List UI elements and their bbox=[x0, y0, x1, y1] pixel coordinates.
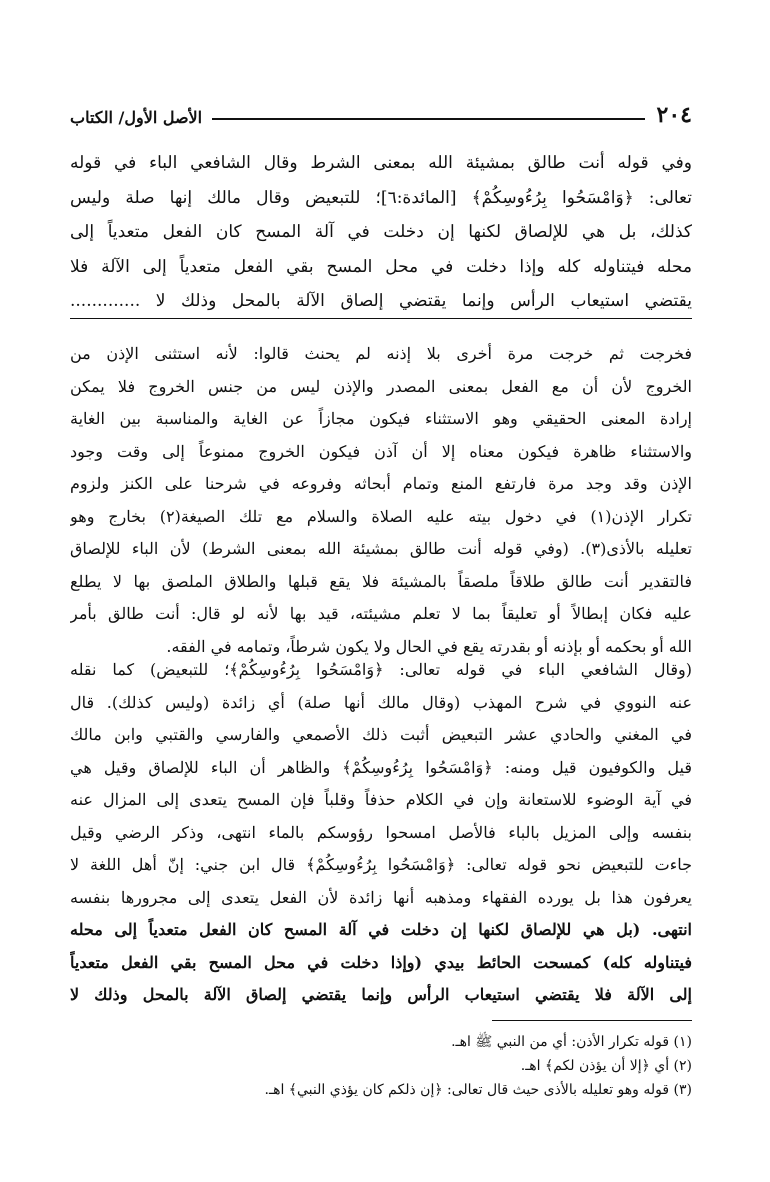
running-header bbox=[70, 96, 692, 126]
footnote-separator bbox=[492, 1020, 692, 1021]
commentary-line: الخروج لأن أن مع الفعل بمعنى المصدر والإذن ليس من جنس الخروج فلا يمكن bbox=[70, 376, 692, 396]
commentary-line: جاءت للتبعيض نحو قوله تعالى: ﴿وَامْسَحُوا بِرُءُوسِكُمْ﴾ قال ابن جني: إنّ أهل اللغة لا bbox=[70, 855, 692, 874]
commentary-line: فالتقدير أنت طالق طلاقاً ملصقاً بالمشيئة فلا يقع قبلها والطلاق الملصق بها لا يطلع bbox=[70, 571, 692, 591]
commentary-line: تكرار الإذن(١) في دخول بيته عليه الصلاة والسلام مع تلك الصيغة(٢) بخارج وهو bbox=[70, 506, 692, 526]
commentary-line: يعرفون هذا بل يورده الفقهاء ومذهبه أنها زائدة لأن الفعل يتعدى إلى مجرورها بنفسه bbox=[70, 887, 692, 907]
footnote-2: (٢) أي ﴿إلا أن يؤذن لكم﴾ اهـ. bbox=[520, 1058, 692, 1074]
matn-line: كذلك، بل هي للإلصاق لكنها إن دخلت في آلة المسح كان الفعل متعدياً إلى bbox=[70, 222, 692, 242]
matn-separator bbox=[70, 318, 692, 319]
header-rule bbox=[212, 118, 644, 120]
commentary-line: والاستثناء ظاهرة فيكون معناه إلا أن آذن فيكون الخروج ممنوعاً إلى وقت وجود bbox=[70, 441, 692, 461]
commentary-line: انتهى. (بل هي للإلصاق لكنها إن دخلت في آلة المسح كان الفعل متعدياً إلى محله bbox=[70, 920, 692, 939]
matn-text bbox=[70, 146, 692, 319]
running-title: الأصل الأول/ الكتاب bbox=[70, 108, 203, 127]
commentary-line: الإذن وقد وجد مرة فارتفع المنع وتمام أبحاثه وفروعه في شرحنا على الكنز ولزوم bbox=[70, 474, 692, 493]
footnote-1: (١) قوله تكرار الأذن: أي من النبي ﷺ اهـ. bbox=[451, 1034, 692, 1050]
commentary-line: عليه فكان إبطالاً أو تعليقاً بما لا تعلم مشيئته، قيد بها لأنه لو قال: أنت طالق بأمر bbox=[70, 604, 692, 623]
matn-line: تعالى: ﴿وَامْسَحُوا بِرُءُوسِكُمْ﴾ [المائدة:٦]؛ للتبعيض وقال مالك إنها صلة وليس bbox=[70, 187, 692, 208]
commentary-line: إلى الآلة فلا يقتضي استيعاب الرأس وإنما يقتضي إلصاق الآلة بالمحل وذلك لا bbox=[70, 985, 692, 1004]
footnote-3: (٣) قوله وهو تعليله بالأذى حيث قال تعالى: ﴿إن ذلكم كان يؤذي النبي﴾ اهـ. bbox=[264, 1082, 692, 1098]
page-number: ٢٠٤ bbox=[656, 102, 692, 128]
commentary-block-1 bbox=[70, 338, 692, 663]
commentary-block-2 bbox=[70, 654, 692, 1012]
commentary-line: فيتناوله كله) كمسحت الحائط بيدي (وإذا دخلت في محل المسح بقي الفعل متعدياً bbox=[70, 952, 692, 972]
commentary-line: في المغني والحادي عشر التبعيض أثبت ذلك الأصمعي والفارسي والقتبي وابن مالك bbox=[70, 725, 692, 744]
commentary-line: عنه النووي في شرح المهذب (وقال مالك أنها صلة) أي زائدة (وليس كذلك). قال bbox=[70, 692, 692, 712]
commentary-line: في آية الوضوء للاستعانة وإن في الكلام حذفاً وقلباً فإن المسح يتعدى إلى المزال عنه bbox=[70, 790, 692, 809]
commentary-line: فخرجت ثم خرجت مرة أخرى بلا إذنه لم يحنث قالوا: لأنه استثنى الإذن من bbox=[70, 344, 692, 363]
commentary-line: الله أو بحكمه أو بإذنه أو بقدرته يقع في الحال ولا يكون شرطاً، وتمامه في الفقه. bbox=[166, 636, 692, 656]
commentary-line: إرادة المعنى الحقيقي وهو الاستثناء فيكون مجازاً عن الغاية والمناسبة بين الغاية bbox=[70, 409, 692, 428]
matn-line: يقتضي استيعاب الرأس وإنما يقتضي إلصاق الآلة بالمحل وذلك لا ............. bbox=[70, 291, 692, 311]
commentary-line: بنفسه وإلى المزيل بالباء فالأصل امسحوا رؤوسكم بالماء انتهى، وذكر الرضي وقيل bbox=[70, 822, 692, 842]
commentary-line: تعليله بالأذى(٣). (وفي قوله أنت طالق بمشيئة الله بمعنى الشرط) لأن الباء للإلصاق bbox=[70, 539, 692, 558]
matn-line: وفي قوله أنت طالق بمشيئة الله بمعنى الشرط وقال الشافعي الباء في قوله bbox=[70, 153, 692, 173]
matn-line: محله فيتناوله كله وإذا دخلت في محل المسح بقي الفعل متعدياً إلى الآلة فلا bbox=[70, 256, 692, 277]
commentary-line: قيل والكوفيون قيل ومنه: ﴿وَامْسَحُوا بِرُءُوسِكُمْ﴾ والظاهر أن الباء للإلصاق وقيل هي bbox=[70, 757, 692, 777]
commentary-line: (وقال الشافعي الباء في قوله تعالى: ﴿وَامْسَحُوا بِرُءُوسِكُمْ﴾؛ للتبعيض) كما نقله bbox=[70, 660, 692, 679]
